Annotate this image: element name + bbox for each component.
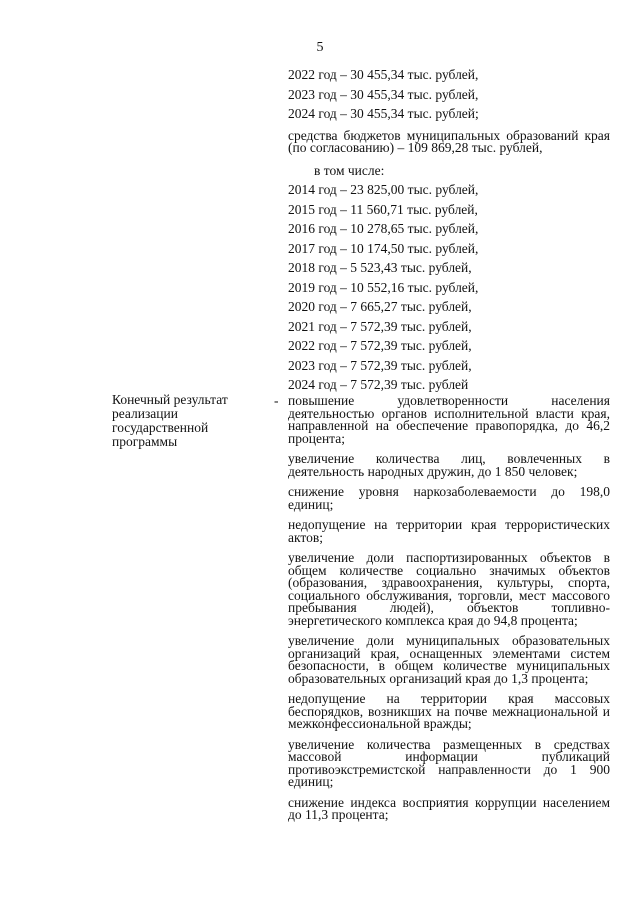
result-item: увеличение доли муниципальных образовательных организаций края, оснащенных элементами систем безопасности, в общем количестве муниципальных образовательных организаций края до 1,3 процента; <box>288 633 610 686</box>
municipal-year-line: 2020 год – 7 665,27 тыс. рублей, <box>288 299 472 314</box>
final-result-label: Конечный результат реализации государственной программы <box>112 392 228 449</box>
municipal-year-line: 2022 год – 7 572,39 тыс. рублей, <box>288 338 472 353</box>
municipal-year-line: 2016 год – 10 278,65 тыс. рублей, <box>288 221 479 236</box>
municipal-year-line: 2018 год – 5 523,43 тыс. рублей, <box>288 260 472 275</box>
results-list <box>288 395 610 830</box>
result-item: снижение индекса восприятия коррупции населением до 11,3 процента; <box>288 794 610 822</box>
municipal-year-line: 2023 год – 7 572,39 тыс. рублей, <box>288 357 472 373</box>
funding-year-line: 2022 год – 30 455,34 тыс. рублей, <box>288 67 479 82</box>
municipal-year-line: 2015 год – 11 560,71 тыс. рублей, <box>288 201 478 217</box>
funding-year-line: 2023 год – 30 455,34 тыс. рублей, <box>288 86 479 102</box>
funding-block <box>288 65 610 395</box>
page-number: 5 <box>316 40 324 55</box>
result-item: увеличение количества лиц, вовлеченных в деятельность народных дружин, до 1 850 человек; <box>288 451 610 479</box>
municipal-budget-text: средства бюджетов муниципальных образований края (по согласованию) – 109 869,28 тыс. рублей, <box>288 127 610 155</box>
result-item: снижение уровня наркозаболеваемости до 198,0 единиц; <box>288 484 610 512</box>
result-item: недопущение на территории края массовых беспорядков, возникших на почве межнациональной и межконфессиональной вражды; <box>288 691 610 731</box>
municipal-year-line: 2024 год – 7 572,39 тыс. рублей <box>288 377 469 392</box>
result-item: повышение удовлетворенности населения деятельностью органов исполнительной власти края, направленной на обеспечение правопорядка, до 46,2 процента; <box>288 393 610 446</box>
result-item: увеличение доли паспортизированных объектов в общем количестве социально значимых объектов (образования, здравоохранения, культуры, спорта, социального обслуживания, торговли, мест массового пребывания людей), объектов топливно-энергетического комплекса края до 94,8 процента; <box>288 550 610 628</box>
result-item: недопущение на территории края террористических актов; <box>288 517 610 545</box>
municipal-year-line: 2017 год – 10 174,50 тыс. рублей, <box>288 240 479 256</box>
municipal-year-line: 2021 год – 7 572,39 тыс. рублей, <box>288 318 472 334</box>
separator-dash: - <box>274 393 279 408</box>
municipal-year-line: 2014 год – 23 825,00 тыс. рублей, <box>288 182 479 197</box>
funding-year-line: 2024 год – 30 455,34 тыс. рублей; <box>288 106 479 121</box>
result-item: увеличение количества размещенных в средствах массовой информации публикаций противоэкстремистской направленности до 1 900 единиц; <box>288 736 610 789</box>
municipal-year-line: 2019 год – 10 552,16 тыс. рублей, <box>288 279 479 295</box>
including-label: в том числе: <box>314 162 385 178</box>
